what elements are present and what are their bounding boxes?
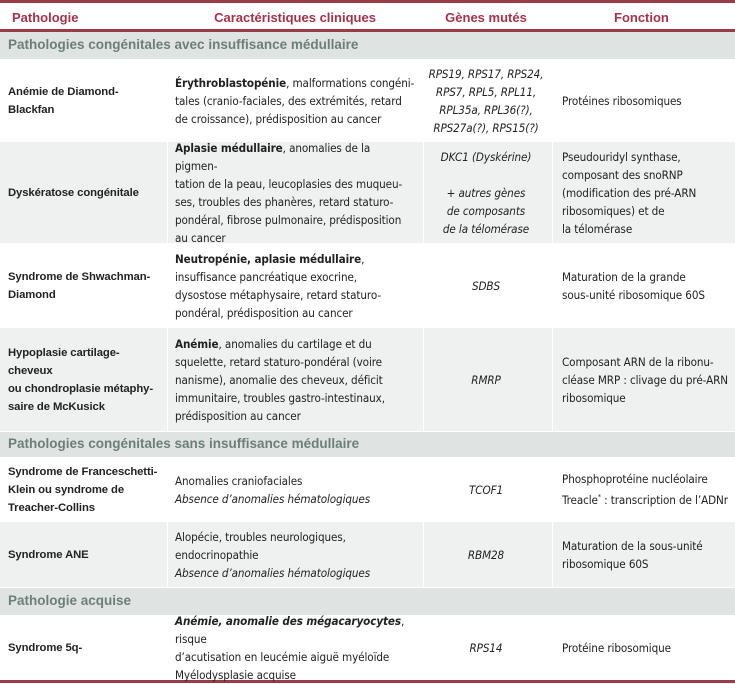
pathology-name: Anémie de Diamond- Blackfan <box>8 85 119 116</box>
column-divider <box>423 616 424 680</box>
function: Composant ARN de la ribonu- cléase MRP : clivage du pré-ARN ribosomique <box>562 354 728 405</box>
mutated-genes: DKC1 (Dyskérine) + autres gènes de composants de la télomérase <box>440 150 532 236</box>
clinical-features: Anémie, anomalie des mégacaryocytes, risque d’acutisation en leucémie aiguë myéloïde Myélodysplasie acquise <box>175 613 405 682</box>
column-divider <box>167 616 168 680</box>
clinical-features: Aplasie médullaire, anomalies de la pigmen- tation de la peau, leucoplasies des muqueu- ses, troubles des phanères, retard staturo- pondéral, fibrose pulmonaire, prédisposition au cancer <box>175 140 403 245</box>
column-divider <box>423 60 424 432</box>
mutated-genes: RMRP <box>471 372 501 387</box>
section-title: Pathologies congénitales sans insuffisance médullaire <box>8 436 360 451</box>
function: Protéine ribosomique <box>562 640 671 655</box>
table-row <box>0 613 735 682</box>
column-divider <box>552 616 553 680</box>
pathology-name: Syndrome de Franceschetti- Klein ou syndrome de Treacher-Collins <box>8 465 158 514</box>
table-row <box>0 142 735 244</box>
column-divider <box>552 60 553 432</box>
clinical-features: Neutropénie, aplasie médullaire, insuffisance pancréatique exocrine, dysostose métaphysaire, retard staturo- pondéral, prédisposition au cancer <box>175 251 381 320</box>
clinical-features: Érythroblastopénie, malformations congéni- tales (cranio-faciales, des extrémités, retard de croissance), prédisposition au cancer <box>175 75 415 126</box>
mutated-genes: TCOF1 <box>469 482 503 497</box>
pathology-name: Syndrome de Shwachman- Diamond <box>8 270 151 301</box>
function: Protéines ribosomiques <box>562 93 682 108</box>
column-divider <box>423 458 424 588</box>
mutated-genes: RPS19, RPS17, RPS24, RPS7, RPL5, RPL11, RPL35a, RPL36(?), RPS27a(?), RPS15(?) <box>428 66 544 135</box>
mutated-genes: RPS14 <box>469 640 503 655</box>
section-title: Pathologies congénitales avec insuffisance médullaire <box>8 37 359 52</box>
pathology-name: Dyskératose congénitale <box>8 186 139 199</box>
section-avec-insuffisance <box>0 32 735 60</box>
clinical-features: Anémie, anomalies du cartilage et du squelette, retard staturo-pondéral (voire nanisme), anomalie des cheveux, déficit immunitaire, troubles gastro-intestinaux, prédisposition au cancer <box>175 336 385 423</box>
pathology-name: Syndrome ANE <box>8 548 89 561</box>
table-row <box>0 522 735 588</box>
function: Phosphoprotéine nucléolaire Treacle* : transcription de l’ADNr <box>562 472 728 507</box>
header-genes: Gènes mutés <box>445 10 527 25</box>
header-pathologie: Pathologie <box>12 10 79 25</box>
mutated-genes: SDBS <box>471 278 501 293</box>
clinical-features: Alopécie, troubles neurologiques, endocrinopathie Absence d’anomalies hématologiques <box>175 529 371 580</box>
table-row <box>0 60 735 142</box>
function: Maturation de la sous-unité ribosomique 60S <box>562 538 703 571</box>
clinical-features: Anomalies craniofaciales Absence d’anomalies hématologiques <box>175 473 371 506</box>
column-divider <box>167 60 168 432</box>
section-title: Pathologie acquise <box>8 593 132 608</box>
pathology-name: Hypoplasie cartilage-cheveux ou chondroplasie métaphy- saire de McKusick <box>8 346 154 413</box>
header-caracteristiques: Caractéristiques cliniques <box>214 10 376 25</box>
section-sans-insuffisance <box>0 432 735 458</box>
mutated-genes: RBM28 <box>467 547 505 562</box>
header-fonction: Fonction <box>614 10 669 25</box>
table-row <box>0 328 735 432</box>
column-divider <box>167 458 168 588</box>
function: Pseudouridyl synthase, composant des snoRNP (modification des pré-ARN ribosomiques) et de la télomérase <box>562 149 697 236</box>
table-row <box>0 458 735 522</box>
table-header <box>0 0 735 32</box>
pathology-name: Syndrome 5q- <box>8 641 83 654</box>
column-divider <box>552 458 553 588</box>
table-row <box>0 244 735 328</box>
function: Maturation de la grande sous-unité ribosomique 60S <box>562 269 705 302</box>
